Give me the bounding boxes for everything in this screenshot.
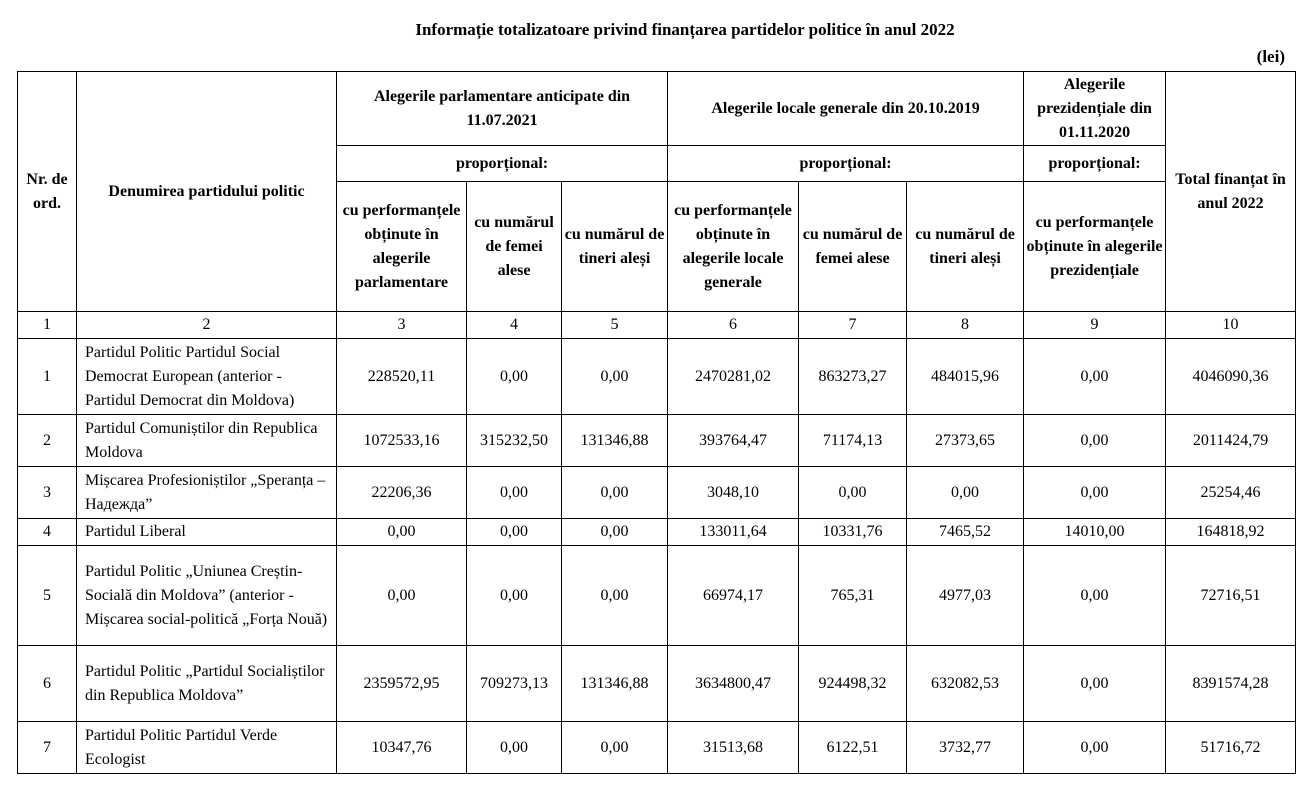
- table-row: [18, 339, 1296, 415]
- row-nr: 1: [18, 339, 77, 415]
- cell-total: 8391574,28: [1166, 646, 1296, 722]
- header-sub-presidential-performance: cu performanțele obținute în alegerile prezidențiale: [1024, 182, 1166, 312]
- financing-table: [17, 71, 1296, 774]
- cell-parl-women: 315232,50: [467, 415, 562, 467]
- cell-parl-performance: 22206,36: [337, 467, 467, 519]
- cell-local-youth: 484015,96: [907, 339, 1024, 415]
- row-nr: 2: [18, 415, 77, 467]
- cell-parl-youth: 131346,88: [562, 415, 668, 467]
- column-number: 4: [467, 312, 562, 339]
- header-sub-parliamentary-youth: cu numărul de tineri aleși: [562, 182, 668, 312]
- column-number: 1: [18, 312, 77, 339]
- cell-parl-women: 0,00: [467, 546, 562, 646]
- cell-parl-youth: 0,00: [562, 519, 668, 546]
- cell-local-youth: 3732,77: [907, 722, 1024, 774]
- column-number: 3: [337, 312, 467, 339]
- cell-local-youth: 632082,53: [907, 646, 1024, 722]
- header-party-name: Denumirea partidului politic: [77, 72, 337, 312]
- cell-local-youth: 27373,65: [907, 415, 1024, 467]
- cell-parl-performance: 1072533,16: [337, 415, 467, 467]
- cell-local-youth: 4977,03: [907, 546, 1024, 646]
- cell-parl-women: 0,00: [467, 339, 562, 415]
- table-row: [18, 646, 1296, 722]
- cell-local-performance: 393764,47: [668, 415, 799, 467]
- cell-parl-women: 0,00: [467, 519, 562, 546]
- header-proportional-local: proporțional:: [668, 146, 1024, 182]
- party-name: Partidul Politic Partidul Verde Ecologist: [77, 722, 337, 774]
- column-number: 6: [668, 312, 799, 339]
- header-presidential-elections: Alegerile prezidențiale din 01.11.2020: [1024, 72, 1166, 146]
- cell-local-youth: 7465,52: [907, 519, 1024, 546]
- cell-presidential-performance: 0,00: [1024, 415, 1166, 467]
- cell-local-women: 765,31: [799, 546, 907, 646]
- cell-parl-youth: 0,00: [562, 467, 668, 519]
- cell-local-performance: 133011,64: [668, 519, 799, 546]
- cell-local-women: 71174,13: [799, 415, 907, 467]
- cell-presidential-performance: 0,00: [1024, 467, 1166, 519]
- cell-parl-performance: 228520,11: [337, 339, 467, 415]
- table-row: [18, 415, 1296, 467]
- row-nr: 7: [18, 722, 77, 774]
- cell-parl-youth: 131346,88: [562, 646, 668, 722]
- cell-local-performance: 2470281,02: [668, 339, 799, 415]
- cell-total: 4046090,36: [1166, 339, 1296, 415]
- cell-total: 25254,46: [1166, 467, 1296, 519]
- column-number: 7: [799, 312, 907, 339]
- cell-parl-women: 709273,13: [467, 646, 562, 722]
- column-number: 9: [1024, 312, 1166, 339]
- cell-local-women: 10331,76: [799, 519, 907, 546]
- header-sub-local-women: cu numărul de femei alese: [799, 182, 907, 312]
- cell-parl-youth: 0,00: [562, 546, 668, 646]
- column-number: 8: [907, 312, 1024, 339]
- header-proportional-parliamentary: proporțional:: [337, 146, 668, 182]
- cell-local-performance: 66974,17: [668, 546, 799, 646]
- cell-presidential-performance: 0,00: [1024, 646, 1166, 722]
- cell-parl-youth: 0,00: [562, 339, 668, 415]
- column-number: 5: [562, 312, 668, 339]
- table-row: [18, 467, 1296, 519]
- row-nr: 3: [18, 467, 77, 519]
- header-local-elections: Alegerile locale generale din 20.10.2019: [668, 72, 1024, 146]
- cell-presidential-performance: 0,00: [1024, 339, 1166, 415]
- party-name: Partidul Comuniștilor din Republica Moldova: [77, 415, 337, 467]
- cell-local-women: 0,00: [799, 467, 907, 519]
- header-proportional-presidential: proporțional:: [1024, 146, 1166, 182]
- cell-local-women: 6122,51: [799, 722, 907, 774]
- header-sub-local-performance: cu performanțele obținute în alegerile locale generale: [668, 182, 799, 312]
- party-name: Mișcarea Profesioniștilor „Speranța – Надежда”: [77, 467, 337, 519]
- header-nr: Nr. de ord.: [18, 72, 77, 312]
- cell-parl-women: 0,00: [467, 467, 562, 519]
- cell-local-performance: 31513,68: [668, 722, 799, 774]
- cell-parl-women: 0,00: [467, 722, 562, 774]
- header-total: Total finanțat în anul 2022: [1166, 72, 1296, 312]
- table-row: [18, 519, 1296, 546]
- cell-parl-performance: 10347,76: [337, 722, 467, 774]
- row-nr: 4: [18, 519, 77, 546]
- cell-local-women: 924498,32: [799, 646, 907, 722]
- party-name: Partidul Politic „Partidul Socialiștilor din Republica Moldova”: [77, 646, 337, 722]
- table-row: [18, 546, 1296, 646]
- cell-total: 72716,51: [1166, 546, 1296, 646]
- cell-parl-performance: 0,00: [337, 519, 467, 546]
- cell-presidential-performance: 14010,00: [1024, 519, 1166, 546]
- cell-total: 164818,92: [1166, 519, 1296, 546]
- table-row: [18, 722, 1296, 774]
- cell-parl-performance: 2359572,95: [337, 646, 467, 722]
- cell-parl-performance: 0,00: [337, 546, 467, 646]
- cell-presidential-performance: 0,00: [1024, 546, 1166, 646]
- currency-note: (lei): [1256, 47, 1285, 66]
- cell-local-performance: 3634800,47: [668, 646, 799, 722]
- header-sub-parliamentary-performance: cu performanțele obținute în alegerile parlamentare: [337, 182, 467, 312]
- cell-local-women: 863273,27: [799, 339, 907, 415]
- column-number: 10: [1166, 312, 1296, 339]
- cell-local-performance: 3048,10: [668, 467, 799, 519]
- column-number: 2: [77, 312, 337, 339]
- header-sub-parliamentary-women: cu numărul de femei alese: [467, 182, 562, 312]
- document-title: Informație totalizatoare privind finanțarea partidelor politice în anul 2022: [415, 20, 955, 39]
- party-name: Partidul Politic „Uniunea Creștin-Socială din Moldova” (anterior - Mișcarea social-politică „Forța Nouă): [77, 546, 337, 646]
- row-nr: 6: [18, 646, 77, 722]
- cell-total: 51716,72: [1166, 722, 1296, 774]
- cell-total: 2011424,79: [1166, 415, 1296, 467]
- cell-local-youth: 0,00: [907, 467, 1024, 519]
- party-name: Partidul Liberal: [77, 519, 337, 546]
- header-sub-local-youth: cu numărul de tineri aleși: [907, 182, 1024, 312]
- row-nr: 5: [18, 546, 77, 646]
- cell-presidential-performance: 0,00: [1024, 722, 1166, 774]
- header-parliamentary-elections: Alegerile parlamentare anticipate din 11.07.2021: [337, 72, 668, 146]
- party-name: Partidul Politic Partidul Social Democrat European (anterior - Partidul Democrat din Moldova): [77, 339, 337, 415]
- cell-parl-youth: 0,00: [562, 722, 668, 774]
